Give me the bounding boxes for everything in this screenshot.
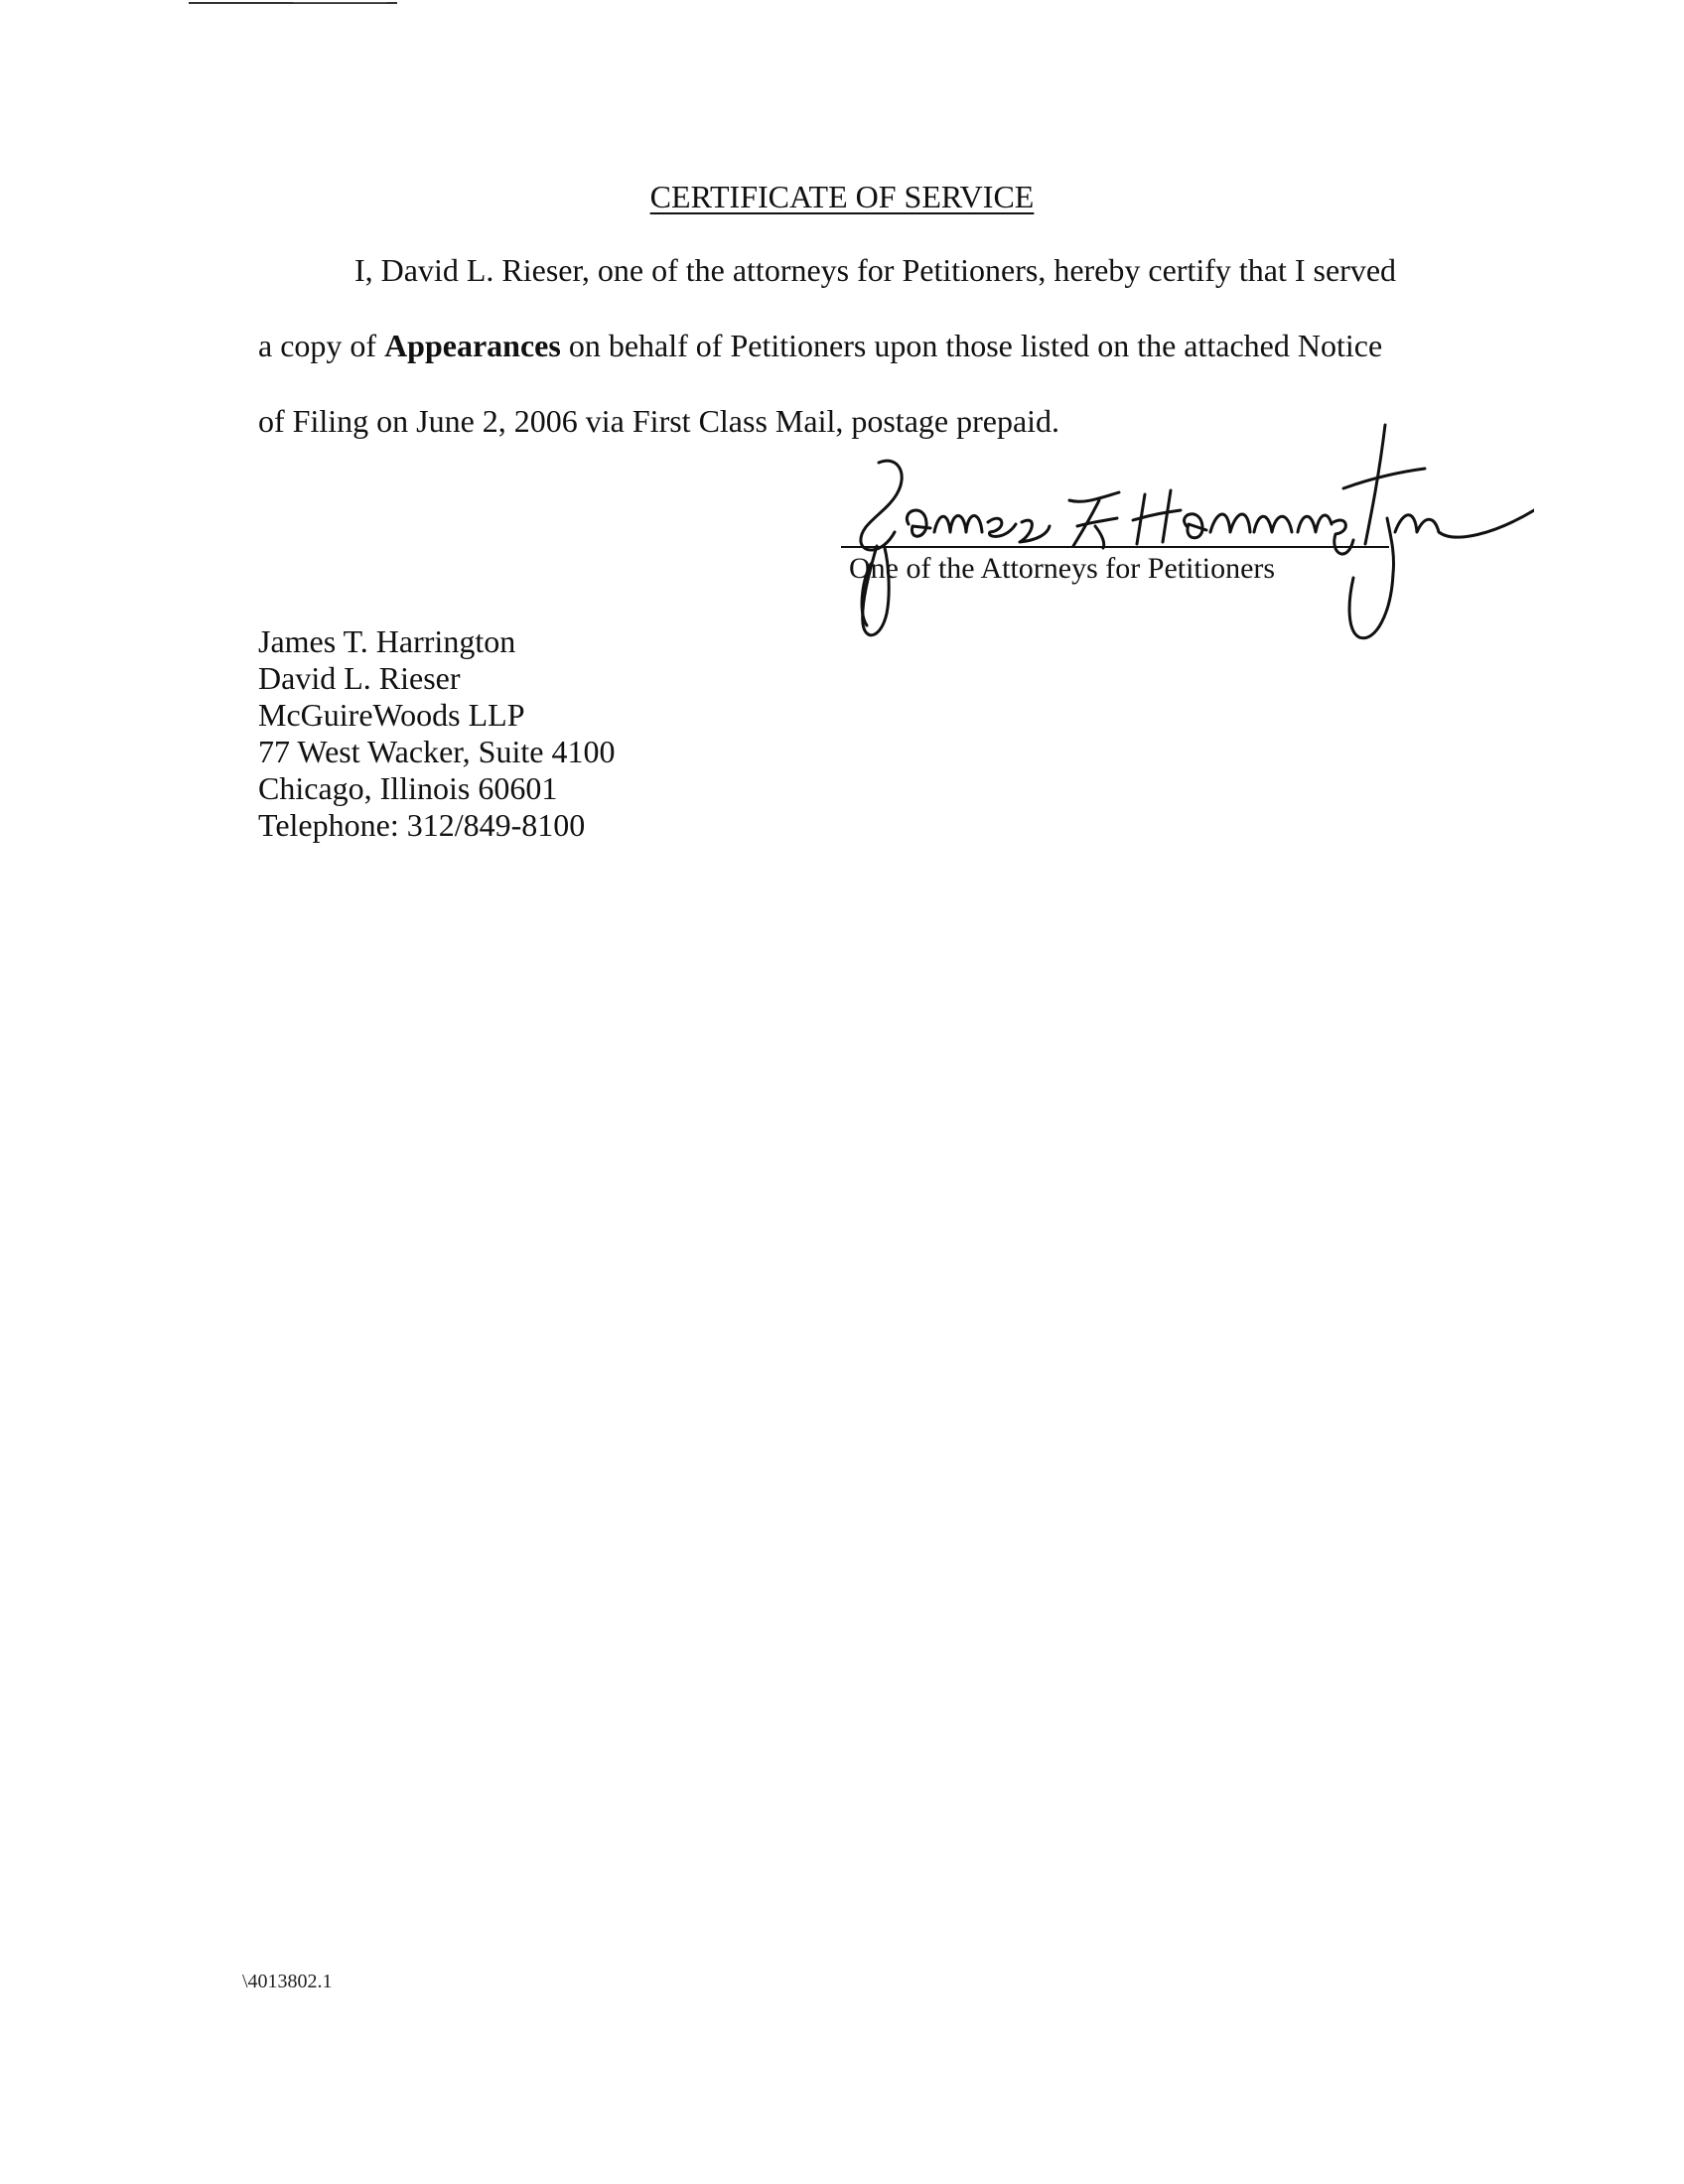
address-line: 77 West Wacker, Suite 4100 bbox=[258, 734, 616, 769]
address-line: McGuireWoods LLP bbox=[258, 697, 525, 733]
body-line-2-prefix: a copy of bbox=[258, 328, 385, 363]
attorney-address-block bbox=[258, 623, 615, 844]
signature-block bbox=[839, 415, 1534, 673]
address-line: David L. Rieser bbox=[258, 660, 461, 696]
body-line-3: of Filing on June 2, 2006 via First Class Mail, postage prepaid. bbox=[258, 403, 1060, 439]
address-line: Telephone: 312/849-8100 bbox=[258, 807, 586, 843]
scan-artifact-line bbox=[293, 2, 387, 3]
body-line-2-suffix: on behalf of Petitioners upon those listed on the attached Notice bbox=[560, 328, 1383, 363]
certificate-title: CERTIFICATE OF SERVICE bbox=[649, 179, 1035, 214]
appearances-bold: Appearances bbox=[384, 328, 561, 363]
signature-line bbox=[841, 546, 1389, 548]
page-title bbox=[0, 177, 1684, 216]
body-line-1: I, David L. Rieser, one of the attorneys for Petitioners, hereby certify that I served bbox=[354, 252, 1397, 288]
body-line-2 bbox=[258, 326, 1430, 365]
handwritten-signature bbox=[839, 415, 1534, 673]
signature-caption: One of the Attorneys for Petitioners bbox=[849, 552, 1276, 585]
address-line: James T. Harrington bbox=[258, 623, 516, 659]
document-id: \4013802.1 bbox=[242, 1971, 333, 1992]
address-line: Chicago, Illinois 60601 bbox=[258, 770, 558, 806]
